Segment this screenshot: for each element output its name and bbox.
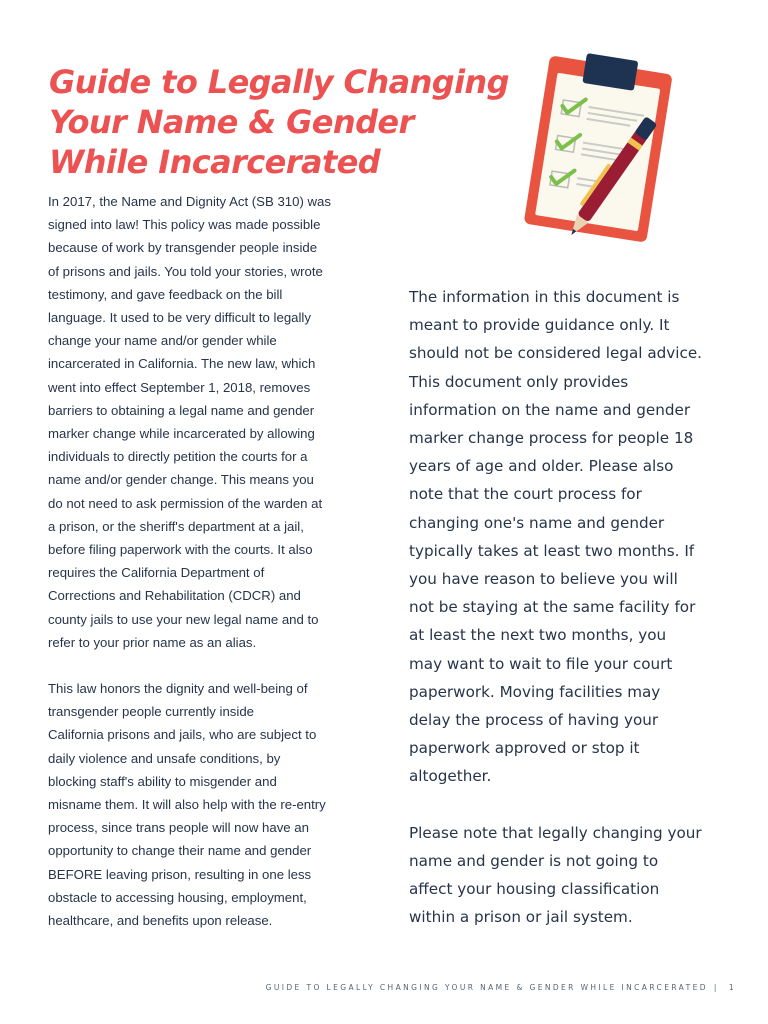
right-column bbox=[409, 283, 749, 931]
text-line: refer to your prior name as an alias. bbox=[48, 634, 257, 650]
text-line: information on the name and gender bbox=[409, 400, 691, 419]
text-line: paperwork. Moving facilities may bbox=[409, 682, 661, 701]
page-title bbox=[49, 62, 519, 182]
text-line: BEFORE leaving prison, resulting in one less bbox=[48, 866, 312, 882]
text-line: requires the California Department of bbox=[48, 565, 265, 581]
text-line: years of age and older. Please also bbox=[409, 457, 674, 476]
text-line: paperwork approved or stop it bbox=[409, 739, 640, 758]
text-line: In 2017, the Name and Dignity Act (SB 310) was bbox=[48, 194, 331, 209]
text-line: process, since trans people will now have an bbox=[48, 820, 309, 836]
text-line: you have reason to believe you will bbox=[409, 570, 678, 589]
text-line: obstacle to accessing housing, employment, bbox=[48, 889, 307, 905]
text-line: healthcare, and benefits upon release. bbox=[48, 913, 273, 929]
text-line: daily violence and unsafe conditions, by bbox=[48, 750, 281, 766]
text-line: changing one's name and gender bbox=[409, 513, 665, 532]
text-line: not be staying at the same facility for bbox=[409, 598, 696, 617]
text-line: The information in this document is bbox=[409, 288, 680, 306]
text-line: county jails to use your new legal name and to bbox=[48, 611, 319, 627]
text-line: meant to provide guidance only. It bbox=[409, 316, 670, 335]
footer-separator: | bbox=[713, 983, 719, 992]
clipboard-checklist-icon bbox=[508, 50, 688, 250]
text-line: This document only provides bbox=[409, 372, 629, 391]
text-line: before filing paperwork with the courts. It also bbox=[48, 542, 313, 558]
text-line: note that the court process for bbox=[409, 485, 642, 504]
text-line: should not be considered legal advice. bbox=[409, 344, 702, 363]
dignity-paragraph bbox=[48, 677, 378, 932]
text-line: because of work by transgender people inside bbox=[48, 240, 318, 256]
page-footer bbox=[266, 983, 736, 992]
text-line: blocking staff's ability to misgender and bbox=[48, 773, 277, 789]
disclaimer-paragraph bbox=[409, 283, 749, 791]
text-line: signed into law! This policy was made possible bbox=[48, 217, 321, 233]
text-line: misname them. It will also help with the re-entry bbox=[48, 797, 326, 813]
intro-paragraph bbox=[48, 190, 378, 654]
text-line: This law honors the dignity and well-being of bbox=[48, 681, 308, 697]
text-line: incarcerated in California. The new law, which bbox=[48, 356, 316, 372]
text-line: language. It used to be very difficult to legally bbox=[48, 310, 311, 326]
title-line: While Incarcerated bbox=[49, 143, 381, 181]
page-number: 1 bbox=[728, 983, 736, 992]
title-line: Your Name & Gender bbox=[49, 103, 414, 141]
text-line: Please note that legally changing your bbox=[409, 823, 702, 842]
text-line: transgender people currently inside bbox=[48, 704, 254, 720]
text-line: Corrections and Rehabilitation (CDCR) and bbox=[48, 588, 301, 604]
text-line: marker change while incarcerated by allowing bbox=[48, 426, 315, 442]
text-line: barriers to obtaining a legal name and gender bbox=[48, 402, 315, 418]
text-line: marker change process for people 18 bbox=[409, 429, 694, 448]
text-line: at least the next two months, you bbox=[409, 626, 667, 645]
text-line: went into effect September 1, 2018, removes bbox=[48, 379, 311, 395]
text-line: testimony, and gave feedback on the bill bbox=[48, 286, 283, 302]
text-line: California prisons and jails, who are subject to bbox=[48, 727, 317, 743]
text-line: name and gender is not going to bbox=[409, 851, 659, 870]
text-line: within a prison or jail system. bbox=[409, 908, 633, 927]
text-line: delay the process of having your bbox=[409, 711, 659, 730]
text-line: change your name and/or gender while bbox=[48, 333, 277, 349]
text-line: name and/or gender change. This means you bbox=[48, 472, 314, 488]
text-line: opportunity to change their name and gender bbox=[48, 843, 312, 859]
text-line: a prison, or the sheriff's department at a jail, bbox=[48, 518, 304, 534]
text-line: may want to wait to file your court bbox=[409, 654, 673, 673]
text-line: altogether. bbox=[409, 767, 492, 786]
text-line: typically takes at least two months. If bbox=[409, 541, 695, 560]
left-column bbox=[48, 190, 378, 932]
text-line: affect your housing classification bbox=[409, 880, 660, 899]
footer-title: GUIDE TO LEGALLY CHANGING YOUR NAME & GENDER WHILE INCARCERATED bbox=[265, 983, 708, 992]
text-line: do not need to ask permission of the warden at bbox=[48, 495, 323, 511]
text-line: individuals to directly petition the courts for a bbox=[48, 449, 308, 465]
text-line: of prisons and jails. You told your stories, wrote bbox=[48, 263, 323, 279]
housing-note-paragraph bbox=[409, 819, 749, 932]
title-line: Guide to Legally Changing bbox=[49, 63, 509, 101]
